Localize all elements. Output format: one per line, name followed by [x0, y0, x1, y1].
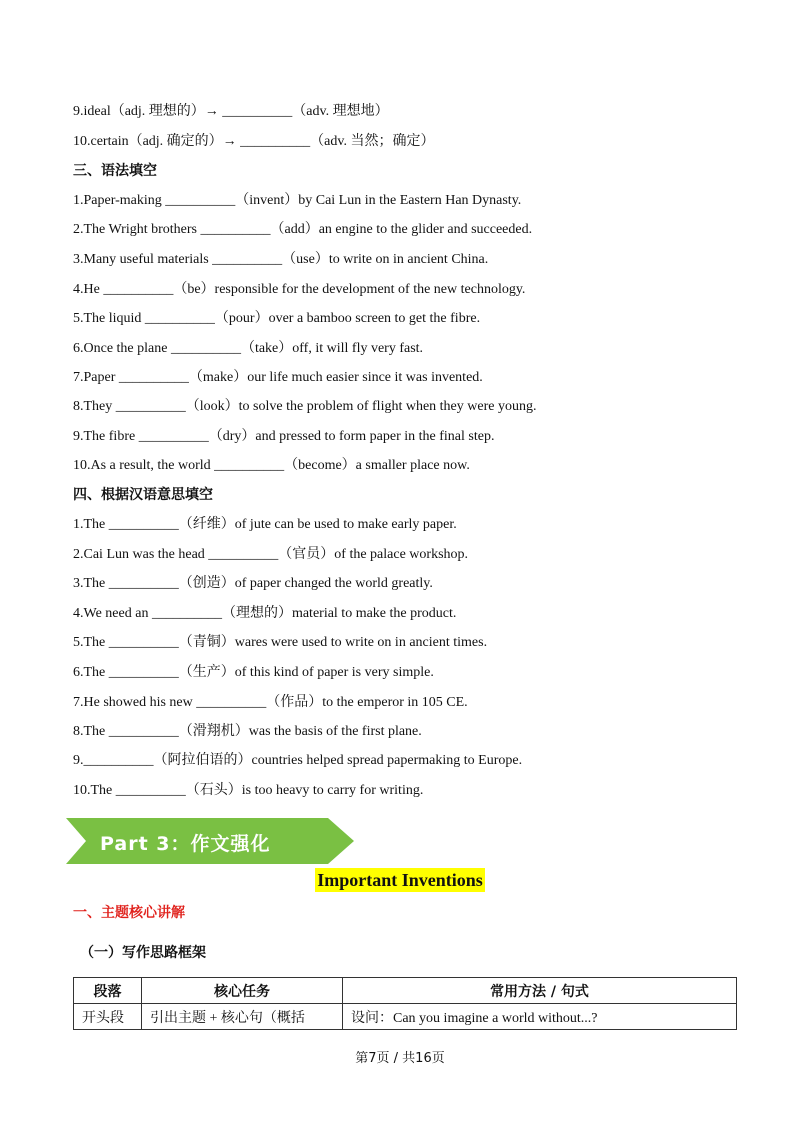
section3-item: 6.Once the plane __________（take）off, it will fly very fast.: [73, 341, 424, 356]
table-header-cell: 段落: [74, 978, 142, 1004]
section3-item: 1.Paper-making __________（invent）by Cai Lun in the Eastern Han Dynasty.: [73, 193, 522, 208]
section3-item: 8.They __________（look）to solve the problem of flight when they were young.: [73, 399, 537, 414]
section4-heading: 四、根据汉语意思填空: [73, 487, 213, 503]
vocab-line-9: 9.ideal（adj. 理想的）→ __________（adv. 理想地）: [73, 104, 389, 119]
table-cell: 设问：Can you imagine a world without...?: [343, 1004, 737, 1030]
section3-item: 7.Paper __________（make）our life much easier since it was invented.: [73, 370, 483, 385]
section4-item: 8.The __________（滑翔机）was the basis of the first plane.: [73, 724, 422, 739]
section4-item: 6.The __________（生产）of this kind of paper is very simple.: [73, 665, 434, 680]
theme-core-heading: 一、主题核心讲解: [73, 905, 185, 921]
section3-item: 9.The fibre __________（dry）and pressed to form paper in the final step.: [73, 429, 495, 444]
section3-item: 10.As a result, the world __________（become）a smaller place now.: [73, 458, 470, 473]
section4-item: 10.The __________（石头）is too heavy to carry for writing.: [73, 783, 424, 798]
table-row: [74, 1004, 737, 1030]
section3-item: 3.Many useful materials __________（use）to write on in ancient China.: [73, 252, 489, 267]
section4-item: 3.The __________（创造）of paper changed the world greatly.: [73, 576, 433, 591]
section4-item: 5.The __________（青铜）wares were used to write on in ancient times.: [73, 635, 488, 650]
section4-item: 9.__________（阿拉伯语的）countries helped spread papermaking to Europe.: [73, 753, 523, 768]
part3-banner: [66, 818, 354, 864]
page-footer: 第7页 / 共16页: [355, 1051, 445, 1066]
vocab-line-10: 10.certain（adj. 确定的）→ __________（adv. 当然；确定）: [73, 134, 435, 149]
table-header-cell: 常用方法 / 句式: [343, 978, 737, 1004]
table-cell: 引出主题 + 核心句（概括: [142, 1004, 343, 1030]
essay-title-wrap: [0, 868, 800, 892]
section3-item: 4.He __________（be）responsible for the development of the new technology.: [73, 282, 526, 297]
writing-framework-heading: （一）写作思路框架: [80, 945, 206, 961]
writing-framework-table: [73, 977, 737, 1030]
essay-title: Important Inventions: [317, 870, 483, 890]
table-header-cell: 核心任务: [142, 978, 343, 1004]
section4-item: 4.We need an __________（理想的）material to make the product.: [73, 606, 457, 621]
part3-banner-label: Part 3：作文强化: [100, 833, 271, 855]
table-cell: 开头段: [74, 1004, 142, 1030]
section4-item: 2.Cai Lun was the head __________（官员）of the palace workshop.: [73, 547, 469, 562]
table-header-row: [74, 978, 737, 1004]
section3-item: 2.The Wright brothers __________（add）an engine to the glider and succeeded.: [73, 222, 533, 237]
section3-item: 5.The liquid __________（pour）over a bamboo screen to get the fibre.: [73, 311, 481, 326]
section3-heading: 三、语法填空: [73, 163, 157, 179]
section4-item: 1.The __________（纤维）of jute can be used to make early paper.: [73, 517, 457, 532]
section4-item: 7.He showed his new __________（作品）to the emperor in 105 CE.: [73, 695, 468, 710]
